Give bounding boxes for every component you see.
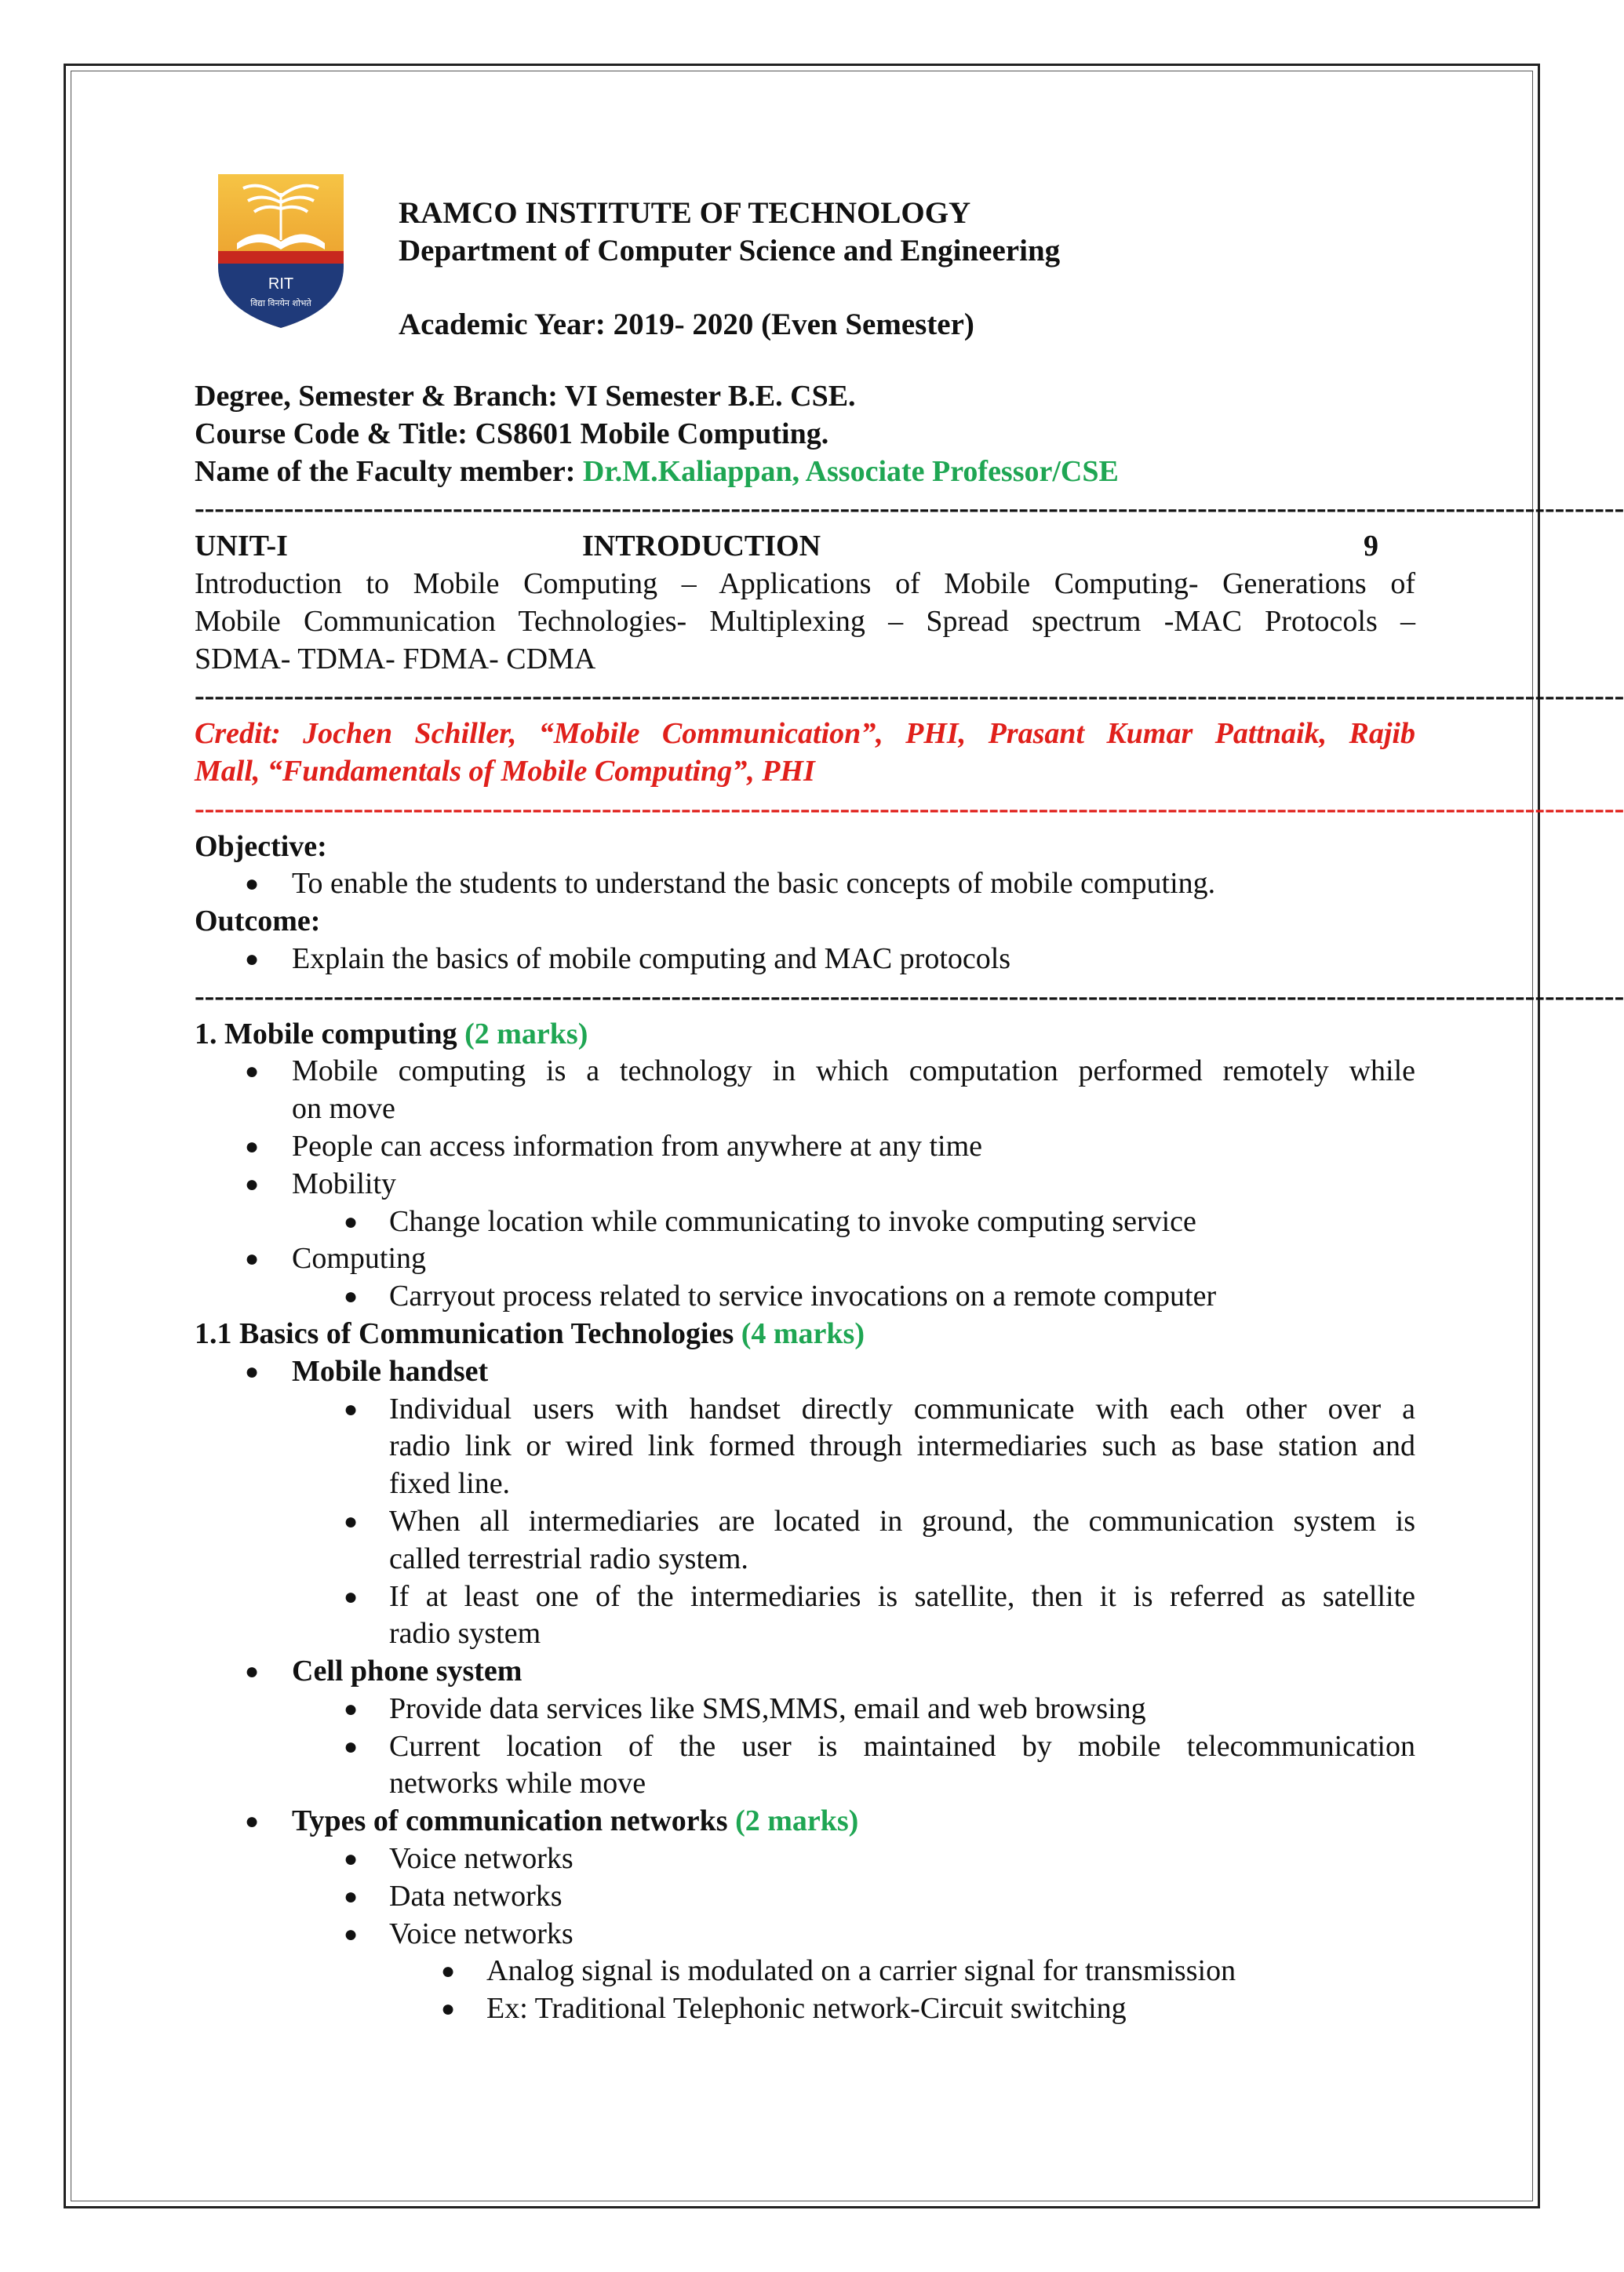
document-body [195,378,1624,2028]
faculty-label: Name of the Faculty member: [195,454,583,488]
separator: ------------------------------------------------------------------------------------------------------------------------------------------------ [195,492,1624,526]
credit-line: Mall, “Fundamentals of Mobile Computing”, PHI [195,754,815,788]
list-item [195,1278,1415,1316]
bullet-icon: ● [245,1171,260,1197]
list-item [195,1653,1415,1691]
bullet-icon: ● [245,871,260,898]
item-text: fixed line. [389,1467,511,1501]
bullet-icon: ● [344,1695,359,1722]
bullet-icon: ● [245,1058,260,1085]
bullet-icon: ● [344,1583,359,1610]
list-item [195,1953,1415,1990]
item-text: Voice networks [389,1917,573,1950]
syllabus-line: Mobile Communication Technologies- Multiplexing – Spread spectrum -MAC Protocols – [195,604,1415,638]
list-item [195,1503,1415,1578]
section-heading [195,1316,1415,1353]
faculty-name: Dr.M.Kaliappan, Associate Professor/CSE [582,454,1119,488]
marks-badge: (4 marks) [741,1316,865,1350]
item-text: Mobility [292,1167,397,1200]
item-text: Mobile computing is a technology in which computation performed remotely while [292,1054,1415,1088]
list-item [195,1578,1415,1654]
list-item [195,1240,1415,1278]
bullet-icon: ● [344,1208,359,1235]
list-item [195,1391,1415,1503]
item-text: radio link or wired link formed through intermediaries such as base station and [389,1429,1415,1463]
item-text: Voice networks [389,1842,573,1876]
bullet-icon: ● [344,1283,359,1310]
list-item [195,1166,1415,1203]
item-text: People can access information from anywhere at any time [292,1129,982,1163]
unit-heading [195,528,1415,566]
list-item [195,941,1415,978]
list-item [195,1203,1415,1241]
separator: ------------------------------------------------------------------------------------------------------------------------------------------------ [195,792,1624,825]
subheading: Mobile handset [292,1354,489,1388]
item-text: If at least one of the intermediaries is satellite, then it is referred as satellite [389,1579,1415,1613]
item-text: Analog signal is modulated on a carrier signal for transmission [486,1954,1236,1988]
bullet-icon: ● [344,1883,359,1910]
unit-hours: 9 [1364,530,1378,563]
list-item [195,1916,1415,1953]
institute-name: RAMCO INSTITUTE OF TECHNOLOGY [399,196,971,230]
list-item [195,1353,1415,1391]
department-name: Department of Computer Science and Engineering [399,234,1061,268]
item-text: Computing [292,1242,427,1276]
list-item [195,1803,1415,1841]
section-heading [195,1016,1415,1054]
bullet-icon: ● [245,1808,260,1835]
item-text: Change location while communicating to invoke computing service [389,1204,1196,1238]
item-text: Data networks [389,1879,563,1913]
bullet-icon: ● [344,1846,359,1873]
item-text: When all intermediaries are located in ground, the communication system is [389,1504,1415,1538]
separator: ------------------------------------------------------------------------------------------------------------------------------------------------ [195,679,1624,713]
bullet-icon: ● [441,1958,456,1985]
list-item [195,1728,1415,1804]
bullet-icon: ● [245,945,260,972]
list-item [195,1990,1415,2028]
academic-year: Academic Year: 2019- 2020 (Even Semester) [399,308,974,341]
section-title: 1.1 Basics of Communication Technologies [195,1316,741,1350]
logo-motto: विद्या विनयेन शोभते [250,298,311,308]
objective-item: To enable the students to understand the basic concepts of mobile computing. [292,867,1216,901]
outcome-item: Explain the basics of mobile computing and MAC protocols [292,941,1011,975]
item-text: on move [292,1092,395,1126]
credit-line: Credit: Jochen Schiller, “Mobile Communication”, PHI, Prasant Kumar Pattnaik, Rajib [195,717,1415,751]
subheading: Types of communication networks [292,1804,736,1838]
list-item [195,1841,1415,1878]
bullet-icon: ● [344,1396,359,1422]
item-text: radio system [389,1617,541,1651]
item-text: Current location of the user is maintained by mobile telecommunication [389,1729,1415,1763]
marks-badge: (2 marks) [735,1804,859,1838]
list-item [195,1878,1415,1916]
list-item [195,865,1415,903]
marks-badge: (2 marks) [464,1017,588,1050]
logo-text: RIT [268,275,294,293]
institute-logo [213,169,348,331]
faculty-line [195,453,1415,491]
syllabus-line: Introduction to Mobile Computing – Applications of Mobile Computing- Generations of [195,566,1415,600]
bullet-icon: ● [344,1733,359,1760]
course-code-line: Course Code & Title: CS8601 Mobile Computing. [195,417,829,450]
degree-line: Degree, Semester & Branch: VI Semester B.E. CSE. [195,380,856,413]
unit-title: INTRODUCTION [582,530,821,563]
item-text: Provide data services like SMS,MMS, email and web browsing [389,1691,1146,1725]
bullet-icon: ● [245,1358,260,1385]
bullet-icon: ● [344,1921,359,1947]
bullet-icon: ● [245,1246,260,1273]
unit-label: UNIT-I [195,530,288,563]
bullet-icon: ● [245,1133,260,1160]
item-text: networks while move [389,1767,646,1800]
outcome-heading: Outcome: [195,905,321,938]
separator: ------------------------------------------------------------------------------------------------------------------------------------------------ [195,979,1624,1013]
item-text: Ex: Traditional Telephonic network-Circuit switching [486,1992,1127,2026]
syllabus-line: SDMA- TDMA- FDMA- CDMA [195,642,596,675]
item-text: Individual users with handset directly communicate with each other over a [389,1392,1415,1425]
subheading: Cell phone system [292,1655,523,1688]
objective-heading: Objective: [195,829,327,863]
list-item [195,1691,1415,1728]
list-item [195,1053,1415,1128]
item-text: Carryout process related to service invocations on a remote computer [389,1280,1217,1313]
bullet-icon: ● [441,1996,456,2023]
section-title: 1. Mobile computing [195,1017,465,1050]
item-text: called terrestrial radio system. [389,1542,748,1575]
bullet-icon: ● [245,1658,260,1685]
bullet-icon: ● [344,1508,359,1535]
list-item [195,1128,1415,1166]
